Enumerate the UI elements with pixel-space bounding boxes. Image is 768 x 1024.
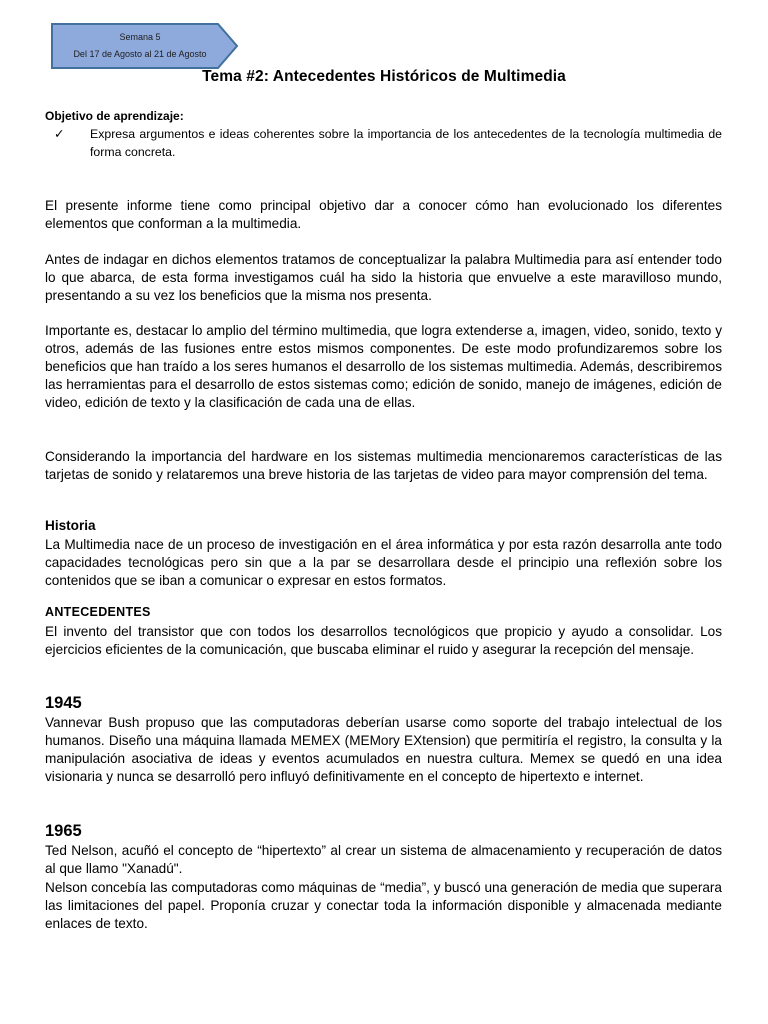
historia-heading: Historia bbox=[45, 518, 96, 533]
objective-item bbox=[45, 125, 722, 161]
year-1945-text: Vannevar Bush propuso que las computadoras deberían usarse como soporte del trabajo intelectual de los humanos. Diseño una máquina llamada MEMEX (MEMory EXtension) que permitiría el registro, la consulta y la manipulación asociativa de ideas y eventos acumulados en nuestra cultura. Memex se quedó en una idea visionaria y nunca se desarrolló pero influyó definitivamente en el concepto de hipertexto e internet. bbox=[45, 715, 722, 784]
antecedentes-text: El invento del transistor que con todos los desarrollos tecnológicos que propicio y ayudo a consolidar. Los ejercicios eficientes de la comunicación, que buscaba eliminar el ruido y asegurar la recepción del mensaje. bbox=[45, 624, 722, 657]
intro-paragraph-1: El presente informe tiene como principal objetivo dar a conocer cómo han evolucionado los diferentes elementos que conforman a la multimedia. bbox=[45, 198, 722, 231]
objective-heading: Objetivo de aprendizaje: bbox=[45, 109, 184, 123]
antecedentes-heading: ANTECEDENTES bbox=[45, 605, 151, 619]
year-1965-heading: 1965 bbox=[45, 822, 82, 840]
banner-week: Semana 5 bbox=[119, 32, 161, 42]
intro-paragraph-2: Antes de indagar en dichos elementos tratamos de conceptualizar la palabra Multimedia para así entender todo lo que abarca, de esta forma investigamos cuál ha sido la historia que envuelve a este maravilloso mundo, presentando a su vez los beneficios que la misma nos presenta. bbox=[45, 252, 722, 303]
intro-paragraph-3: Importante es, destacar lo amplio del término multimedia, que logra extenderse a, imagen, video, sonido, texto y otros, además de las fusiones entre estos mismos componentes. De este modo profundizaremos sobre los beneficios que han traído a los seres humanos el desarrollo de los sistemas multimedia. Además, describiremos las herramientas para el desarrollo de estos sistemas como; edición de sonido, manejo de imágenes, edición de video, edición de texto y la clasificación de cada una de ellas. bbox=[45, 323, 722, 410]
historia-text: La Multimedia nace de un proceso de investigación en el área informática y por esta razón desarrolla ante todo capacidades tecnológicas pero sin que a la par se desarrollara desde el principio una reflexión sobre los contenidos que se iban a comunicar o expresar en estos formatos. bbox=[45, 537, 722, 588]
banner-dates: Del 17 de Agosto al 21 de Agosto bbox=[73, 49, 207, 59]
document-title: Tema #2: Antecedentes Históricos de Multimedia bbox=[202, 68, 566, 85]
year-1965-text-2: Nelson concebía las computadoras como máquinas de “media”, y buscó una generación de media que superara las limitaciones del papel. Proponía cruzar y conectar toda la información disponible y almacenada mediante enlaces de texto. bbox=[45, 880, 722, 931]
year-1945-heading: 1945 bbox=[45, 694, 82, 712]
checkmark-icon: ✓ bbox=[54, 127, 65, 141]
objective-text: Expresa argumentos e ideas coherentes sobre la importancia de los antecedentes de la tecnología multimedia de forma concreta. bbox=[90, 127, 722, 159]
intro-paragraph-4: Considerando la importancia del hardware en los sistemas multimedia mencionaremos características de las tarjetas de sonido y relataremos una breve historia de las tarjetas de video para mayor comprensión del tema. bbox=[45, 449, 722, 482]
week-banner bbox=[50, 22, 240, 70]
year-1965-text-1: Ted Nelson, acuñó el concepto de “hipertexto” al crear un sistema de almacenamiento y recuperación de datos al que llamo "Xanadú". bbox=[45, 843, 722, 876]
